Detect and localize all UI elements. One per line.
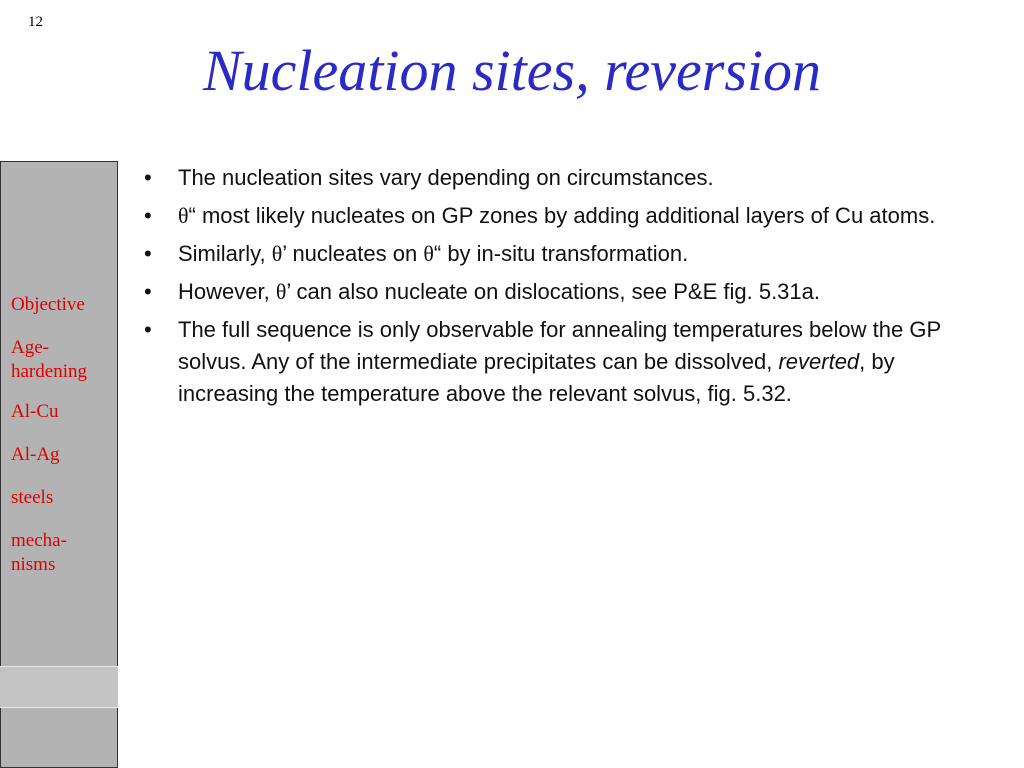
sidebar-item-objective[interactable] [11, 293, 117, 317]
theta-symbol: θ [423, 241, 434, 266]
sidebar-item-label: Age- [11, 337, 49, 358]
sidebar-item-label: hardening [11, 361, 87, 382]
bullet-text: The nucleation sites vary depending on circumstances. [178, 165, 714, 190]
sidebar-item-mechanisms[interactable] [11, 529, 117, 577]
theta-symbol: θ [275, 279, 287, 304]
sidebar-item-al-cu[interactable] [11, 400, 117, 424]
sidebar-item-age-hardening[interactable] [11, 336, 117, 384]
bullet-text: θ“ most likely nucleates on GP zones by adding additional layers of Cu atoms. [178, 203, 936, 228]
theta-symbol: θ [271, 241, 283, 266]
bullet-marker: • [144, 241, 152, 266]
sidebar-item-label: steels [11, 487, 54, 508]
bullet-marker: • [144, 165, 152, 190]
bullet-item [144, 238, 974, 270]
bullet-text: The full sequence is only observable for annealing temperatures below the GP solvus. Any of the intermediate precipitates can be dissolved, reverted, by increasing the temperature above the relevant solvus, fig. 5.32. [178, 317, 941, 406]
bullet-marker: • [144, 279, 152, 304]
bullet-item [144, 314, 974, 410]
bullet-item [144, 162, 974, 194]
slide-number: 12 [28, 14, 43, 30]
sidebar-item-label: Al-Cu [11, 401, 59, 422]
sidebar-nav [11, 293, 117, 596]
sidebar-item-label: nisms [11, 554, 56, 575]
bullet-marker: • [144, 203, 152, 228]
theta-symbol: θ [178, 203, 189, 228]
content-bullets [144, 162, 974, 416]
sidebar-item-steels[interactable] [11, 486, 117, 510]
sidebar-item-al-ag[interactable] [11, 443, 117, 467]
sidebar-item-label: Al-Ag [11, 444, 60, 465]
sidebar-strip [0, 666, 118, 708]
emphasis-text: reverted [778, 349, 860, 374]
bullet-item [144, 276, 974, 308]
bullet-text: However, θ’ can also nucleate on dislocations, see P&E fig. 5.31a. [178, 279, 821, 304]
bullet-text: Similarly, θ’ nucleates on θ“ by in-situ transformation. [178, 241, 689, 266]
sidebar-item-label: mecha- [11, 530, 67, 551]
bullet-item [144, 200, 974, 232]
slide-title: Nucleation sites, reversion [202, 38, 822, 103]
sidebar-item-label: Objective [11, 294, 85, 315]
bullet-marker: • [144, 317, 152, 342]
